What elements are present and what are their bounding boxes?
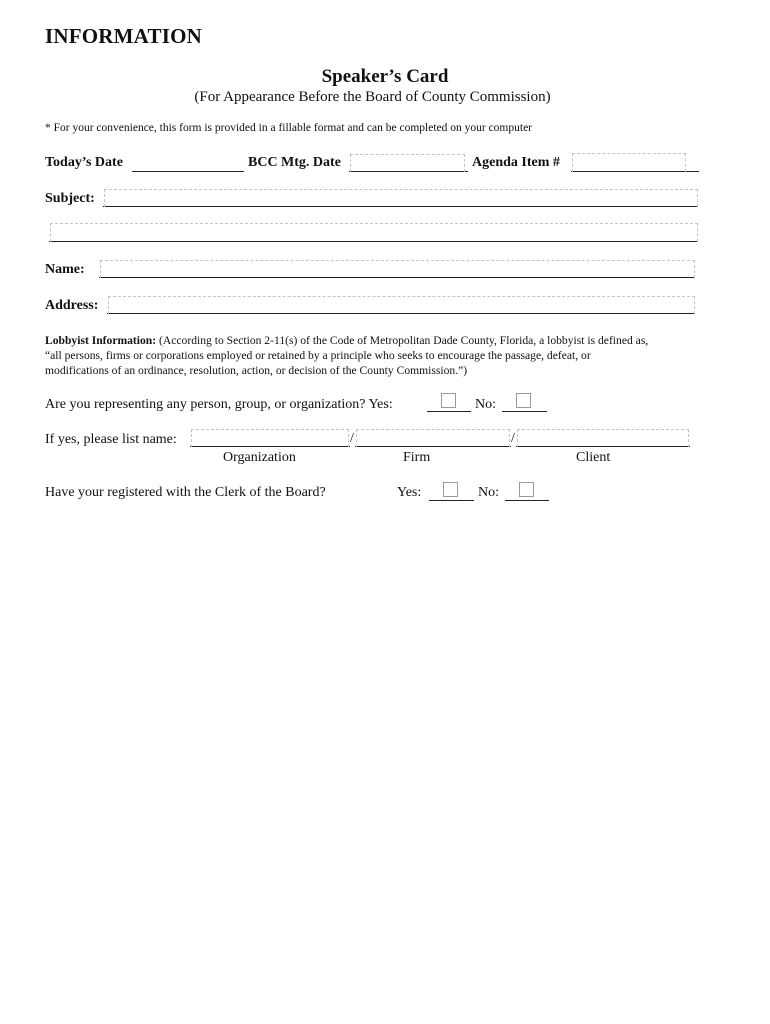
representing-no-label: No: (475, 397, 496, 412)
lobbyist-text-line2: “all persons, firms or corporations employed or retained by a principle who seeks to encourage the passage, defeat, or (45, 349, 591, 362)
fillable-note: * For your convenience, this form is provided in a fillable format and can be completed on your computer (45, 122, 533, 134)
todays-date-input[interactable] (132, 154, 244, 172)
address-label: Address: (45, 298, 99, 313)
registered-no-underline (505, 500, 549, 501)
client-caption: Client (576, 450, 611, 465)
registered-yes-checkbox[interactable] (443, 482, 458, 497)
client-input[interactable] (517, 429, 689, 447)
representing-no-underline (502, 411, 547, 412)
registered-no-label: No: (478, 485, 499, 500)
name-separator-2: / (511, 431, 515, 446)
representing-no-checkbox[interactable] (516, 393, 531, 408)
subject-label: Subject: (45, 191, 95, 206)
form-subtitle: (For Appearance Before the Board of County Commission) (194, 89, 551, 105)
representing-yes-underline (427, 411, 471, 412)
lobbyist-text-line3: modifications of an ordinance, resolution, action, or decision of the County Commission.”) (45, 364, 468, 377)
registered-no-checkbox[interactable] (519, 482, 534, 497)
registered-yes-label: Yes: (397, 485, 422, 500)
lobbyist-label: Lobbyist Information: (45, 334, 157, 347)
subject-input-2[interactable] (50, 223, 698, 242)
firm-input[interactable] (356, 429, 510, 447)
bcc-date-input[interactable] (350, 154, 465, 172)
agenda-item-input[interactable] (572, 153, 686, 172)
list-name-label: If yes, please list name: (45, 432, 177, 447)
address-input[interactable] (108, 296, 695, 314)
name-input[interactable] (100, 260, 695, 278)
name-label: Name: (45, 262, 85, 277)
name-separator-1: / (350, 431, 354, 446)
bcc-date-label: BCC Mtg. Date (248, 155, 341, 170)
subject-input-1[interactable] (104, 189, 698, 207)
registered-question: Have your registered with the Clerk of the Board? (45, 485, 326, 500)
representing-question: Are you representing any person, group, or organization? Yes: (45, 397, 393, 412)
organization-input[interactable] (191, 429, 349, 447)
agenda-item-label: Agenda Item # (472, 155, 560, 170)
registered-yes-underline (429, 500, 474, 501)
firm-caption: Firm (403, 450, 431, 465)
todays-date-label: Today’s Date (45, 155, 123, 170)
representing-yes-checkbox[interactable] (441, 393, 456, 408)
organization-caption: Organization (223, 450, 296, 465)
lobbyist-information (45, 333, 707, 378)
lobbyist-text-line1: (According to Section 2-11(s) of the Code of Metropolitan Dade County, Florida, a lobbyist is defined as, (156, 334, 649, 347)
form-title: Speaker’s Card (321, 66, 449, 87)
form-heading: INFORMATION (45, 24, 202, 48)
